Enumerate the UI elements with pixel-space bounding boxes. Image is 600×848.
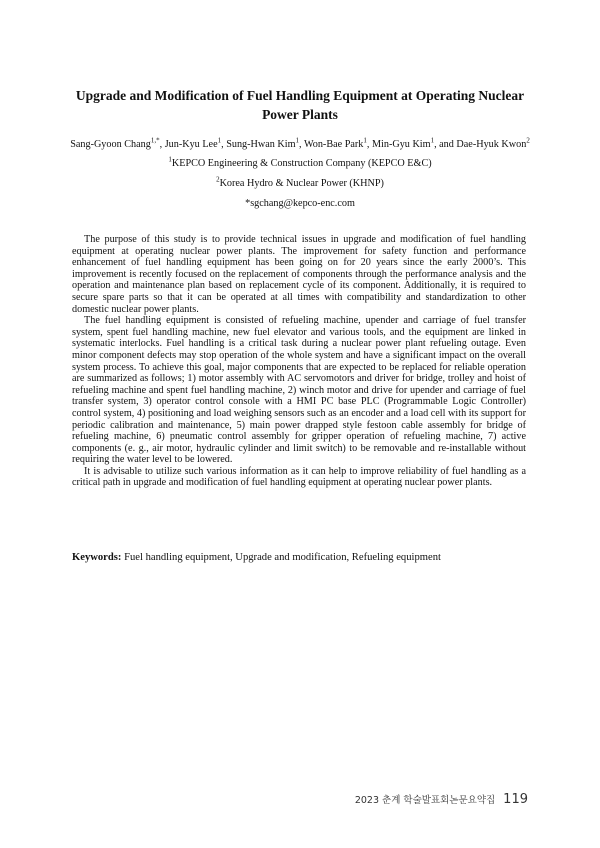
author: Min-Gyu Kim$^1$, and bbox=[371, 136, 457, 150]
abstract-paragraph: The fuel handling equipment is consisted of refueling machine, upender and carriage of fuel transfer system, spent fuel handling machine, new fuel elevator and various tools, and the equipment are linked in systematic interlocks. Fuel handling is a critical task during a nuclear power plant refueling outage. Even minor component defects may stop operation of the whole system and have a significant impact on the overall system process. To achieve this goal, major components that are expected to be replaced for reliable operation are summarized as follows; 1) motor assembly with AC servomotors and driver for bridge, trolley and hoist of refueling machine and spent fuel handling machine, 2) winch motor and drive for upender and carriage of fuel transfer system, 3) operator control console with a HMI PC base PLC (Programmable Logic Controller) control system, 4) positioning and load weighing sensors such as an encoder and a load cell with its support for periodic calibration and maintenance, 5) main power drapped style festoon cable assembly for bridge of refueling machine, 6) pneumatic control assembly for gripper operation of refueling machine, 7) active components (e. g., air motor, hydraulic cylinder and limit switch) to be removable and re-installable without requiring the water level to be lowered. bbox=[72, 315, 526, 466]
paper-title: Upgrade and Modification of Fuel Handling Equipment at Operating Nuclear Power Plants bbox=[75, 88, 525, 122]
author: Dae-Hyuk Kwon$^2$ bbox=[456, 136, 530, 150]
affiliation-2: $^2$Korea Hydro & Nuclear Power (KHNP) bbox=[216, 175, 384, 189]
corresponding-email: *sgchang@kepco-enc.com bbox=[245, 198, 355, 209]
keywords-label: Keywords: bbox=[72, 552, 122, 563]
proceedings-title: 2023 춘계 학술발표회논문요약집 bbox=[354, 795, 496, 806]
keywords bbox=[72, 551, 526, 564]
page-number: 119 bbox=[503, 792, 528, 807]
page-footer bbox=[355, 792, 528, 807]
affiliation-1: $^1$KEPCO Engineering & Construction Company (KEPCO E&C) bbox=[168, 155, 432, 169]
author-list bbox=[40, 138, 560, 152]
author: Jun-Kyu Lee$^1$, bbox=[164, 136, 227, 150]
abstract-paragraph: It is advisable to utilize such various information as it can help to improve reliability of fuel handling as a critical path in upgrade and modification of fuel handling equipment at operating nuclear power plants. bbox=[72, 465, 526, 489]
keywords-text: Fuel handling equipment, Upgrade and modification, Refueling equipment bbox=[121, 552, 441, 563]
author: Sang-Gyoon Chang$^{1,*}$, bbox=[70, 136, 165, 150]
abstract-paragraph: The purpose of this study is to provide technical issues in upgrade and modification of fuel handling equipment at operating nuclear power plants. The improvement for safety function and performance enhancement of fuel handling equipment has been going on for 20 years since the early 2000’s. This improvement is recently focused on the replacement of components through the performance analysis and the operation and maintenance plan based on replacement cycle of its component. Additionally, it is required to secure spare parts so that it can be operated at all times with compatibility and standardization to other domestic nuclear power plants. bbox=[72, 234, 526, 315]
author: Sung-Hwan Kim$^1$, bbox=[226, 136, 304, 150]
author: Won-Bae Park$^1$, bbox=[303, 136, 372, 150]
abstract bbox=[72, 234, 526, 489]
